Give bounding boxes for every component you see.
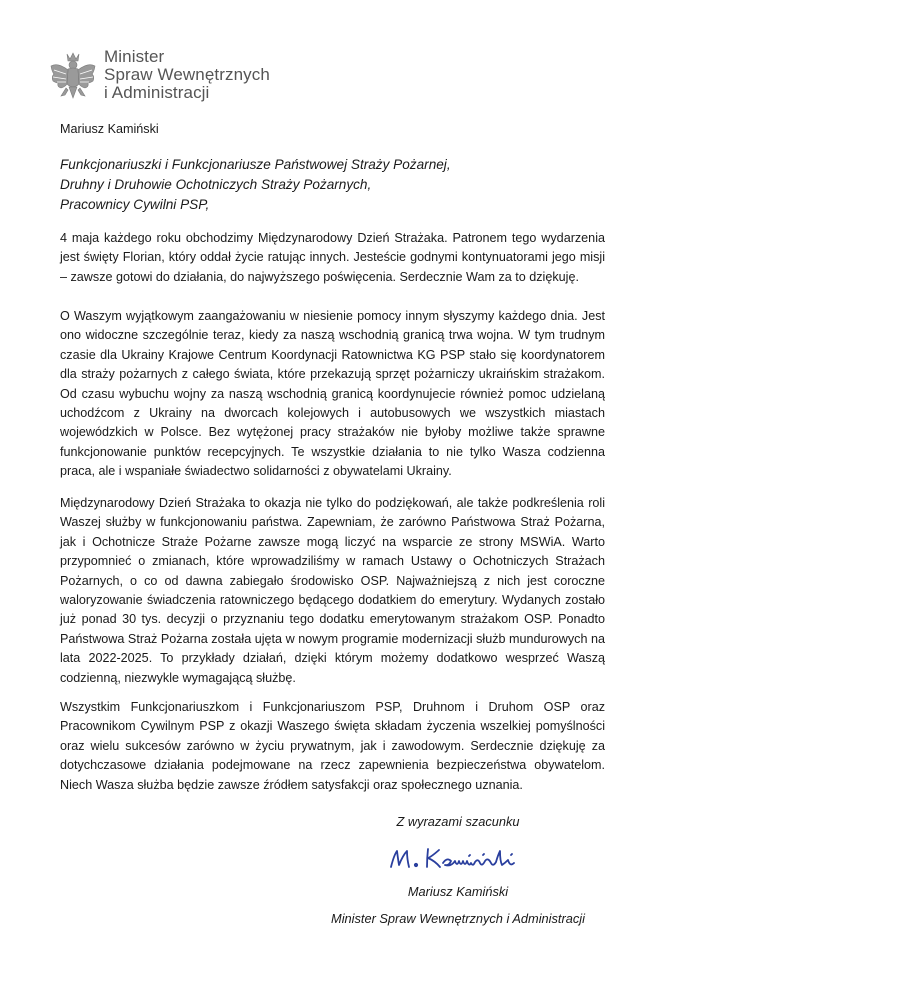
signatory-name: Mariusz Kamiński: [407, 884, 509, 899]
salutation-line: Druhny i Druhowie Ochotniczych Straży Pożarnych,: [60, 177, 372, 192]
letterhead: [48, 48, 270, 106]
ministry-line: Spraw Wewnętrznych: [104, 65, 270, 84]
signatory-title: Minister Spraw Wewnętrznych i Administracji: [331, 911, 585, 926]
paragraph-4: Wszystkim Funkcjonariuszkom i Funkcjonariuszom PSP, Druhnom i Druhom OSP oraz Pracownikom Cywilnym PSP z okazji Waszego święta składam życzenia wszelkiej pomyślności oraz wielu sukcesów zarówno w życiu prywatnym, jak i zawodowym. Serdecznie dziękuję za dotychczasowe działania podejmowane na rzecz zapewnienia bezpieczeństwa obywatelom. Niech Wasza służba będzie zawsze źródłem satysfakcji oraz społecznego uznania.: [60, 700, 605, 792]
ministry-line: Minister: [104, 47, 165, 66]
paragraph-3: Międzynarodowy Dzień Strażaka to okazja nie tylko do podziękowań, ale także podkreślenia roli Waszej służby w funkcjonowaniu państwa. Zapewniam, że zarówno Państwowa Straż Pożarna, jak i Ochotnicze Straże Pożarne zawsze mogą liczyć na wsparcie ze strony MSWiA. Warto przypomnieć o zmianach, które wprowadziliśmy w ramach Ustawy o Ochotniczych Strażach Pożarnych, o co od dawna zabiegało środowisko OSP. Najważniejszą z nich jest coroczne waloryzowanie świadczenia ratowniczego będącego dodatkiem do emerytury. Wydanych zostało już ponad 30 tys. decyzji o przyznaniu tego dodatku emerytowanym strażakom OSP. Ponadto Państwowa Straż Pożarna została ujęta w nowym programie modernizacji służb mundurowych na lata 2022-2025. To przykłady działań, dzięki którym możemy dodatkowo wesprzeć Waszą codzienną, niezwykle wymagającą służbę.: [60, 496, 605, 685]
polish-eagle-emblem-icon: [48, 50, 98, 106]
salutation-line: Funkcjonariuszki i Funkcjonariusze Państwowej Straży Pożarnej,: [60, 157, 451, 172]
signature: [385, 843, 535, 873]
salutation-line: Pracownicy Cywilni PSP,: [60, 197, 210, 212]
paragraph-2: O Waszym wyjątkowym zaangażowaniu w niesienie pomocy innym słyszymy każdego dnia. Jest ono widoczne szczególnie teraz, kiedy za naszą wschodnią granicą trwa wojna. W tym trudnym czasie dla Ukrainy Krajowe Centrum Koordynacji Ratownictwa KG PSP stało się koordynatorem dla straży pożarnych z całego świata, które przekazują sprzęt pożarniczy ukraińskim strażakom. Od czasu wybuchu wojny za naszą wschodnią granicą koordynujecie również pomoc udzielaną uchodźcom z Ukrainy na dworcach kolejowych i autobusowych we wszystkich miastach wojewódzkich w Polsce. Bez wytężonej pracy strażaków nie byłoby możliwe także sprawne funkcjonowanie punktów recepcyjnych. Te wszystkie działania to nie tylko Wasza codzienna praca, ale i wspaniałe świadectwo solidarności z obywatelami Ukrainy.: [60, 309, 605, 479]
closing-regards: Z wyrazami szacunku: [396, 814, 520, 829]
paragraph-1: 4 maja każdego roku obchodzimy Międzynarodowy Dzień Strażaka. Patronem tego wydarzenia jest święty Florian, który oddał życie ratując innych. Jesteście godnymi kontynuatorami jego misji – zawsze gotowi do działania, do najwyższego poświęcenia. Serdecznie Wam za to dziękuję.: [60, 231, 605, 284]
ministry-name: [104, 48, 270, 102]
author-name: Mariusz Kamiński: [60, 122, 159, 136]
salutation: [60, 155, 451, 215]
ministry-line: i Administracji: [104, 83, 210, 102]
